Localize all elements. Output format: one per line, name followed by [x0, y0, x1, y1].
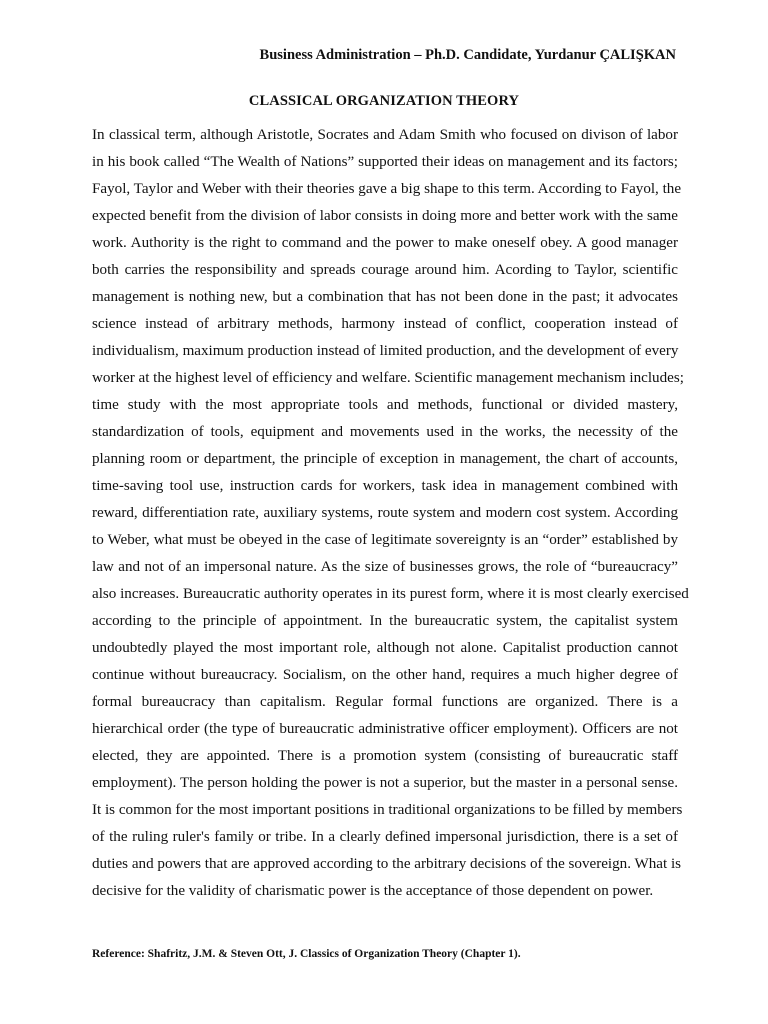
paragraph-line: reward, differentiation rate, auxiliary systems, route system and modern cost system. According — [92, 505, 678, 521]
paragraph-line: formal bureaucracy than capitalism. Regular formal functions are organized. There is a — [92, 694, 678, 710]
body-paragraph — [92, 122, 689, 905]
paragraph-line: standardization of tools, equipment and movements used in the works, the necessity of the — [92, 424, 678, 440]
paragraph-line: time-saving tool use, instruction cards for workers, task idea in management combined with — [92, 478, 678, 494]
paragraph-line: Fayol, Taylor and Weber with their theories gave a big shape to this term. According to Fayol, the — [92, 181, 682, 197]
paragraph-line: individualism, maximum production instead of limited production, and the development of every — [92, 343, 679, 359]
paragraph-line: time study with the most appropriate tools and methods, functional or divided mastery, — [92, 397, 678, 413]
paragraph-line: law and not of an impersonal nature. As the size of businesses grows, the role of “bureaucracy” — [92, 559, 678, 575]
paragraph-line: also increases. Bureaucratic authority operates in its purest form, where it is most clearly exercised — [92, 586, 689, 602]
paragraph-line: management is nothing new, but a combination that has not been done in the past; it advocates — [92, 289, 678, 305]
paragraph-line: elected, they are appointed. There is a promotion system (consisting of bureaucratic staff — [92, 748, 678, 764]
page-title: CLASSICAL ORGANIZATION THEORY — [248, 93, 520, 109]
paragraph-line: to Weber, what must be obeyed in the case of legitimate sovereignty is an “order” established by — [92, 532, 678, 548]
paragraph-line: science instead of arbitrary methods, harmony instead of conflict, cooperation instead of — [92, 316, 678, 332]
paragraph-line: planning room or department, the principle of exception in management, the chart of accounts, — [92, 451, 678, 467]
paragraph-line: undoubtedly played the most important role, although not alone. Capitalist production cannot — [92, 640, 678, 656]
paragraph-line: duties and powers that are approved according to the arbitrary decisions of the sovereign. What is — [92, 856, 682, 872]
paragraph-line: employment). The person holding the power is not a superior, but the master in a personal sense. — [92, 775, 678, 791]
paragraph-line: worker at the highest level of efficiency and welfare. Scientific management mechanism includes; — [92, 370, 684, 386]
paragraph-line: of the ruling ruler's family or tribe. In a clearly defined impersonal jurisdiction, there is a set of — [92, 829, 678, 845]
paragraph-line: according to the principle of appointment. In the bureaucratic system, the capitalist system — [92, 613, 678, 629]
paragraph-line: hierarchical order (the type of bureaucratic administrative officer employment). Officers are not — [92, 721, 678, 737]
paragraph-line: expected benefit from the division of labor consists in doing more and better work with the same — [92, 208, 678, 224]
reference-note: Reference: Shafritz, J.M. & Steven Ott, J. Classics of Organization Theory (Chapter 1). — [92, 948, 521, 960]
paragraph-line: both carries the responsibility and spreads courage around him. Acording to Taylor, scientific — [92, 262, 678, 278]
page-header: Business Administration – Ph.D. Candidate, Yurdanur ÇALIŞKAN — [259, 47, 676, 63]
paragraph-line: continue without bureaucracy. Socialism, on the other hand, requires a much higher degree of — [92, 667, 678, 683]
paragraph-line: in his book called “The Wealth of Nations” supported their ideas on management and its factors; — [92, 154, 678, 170]
paragraph-line: It is common for the most important positions in traditional organizations to be filled by members — [92, 802, 683, 818]
paragraph-line: work. Authority is the right to command and the power to make oneself obey. A good manager — [92, 235, 678, 251]
paragraph-line: In classical term, although Aristotle, Socrates and Adam Smith who focused on divison of labor — [92, 127, 678, 143]
paragraph-line: decisive for the validity of charismatic power is the acceptance of those dependent on power. — [92, 883, 654, 899]
